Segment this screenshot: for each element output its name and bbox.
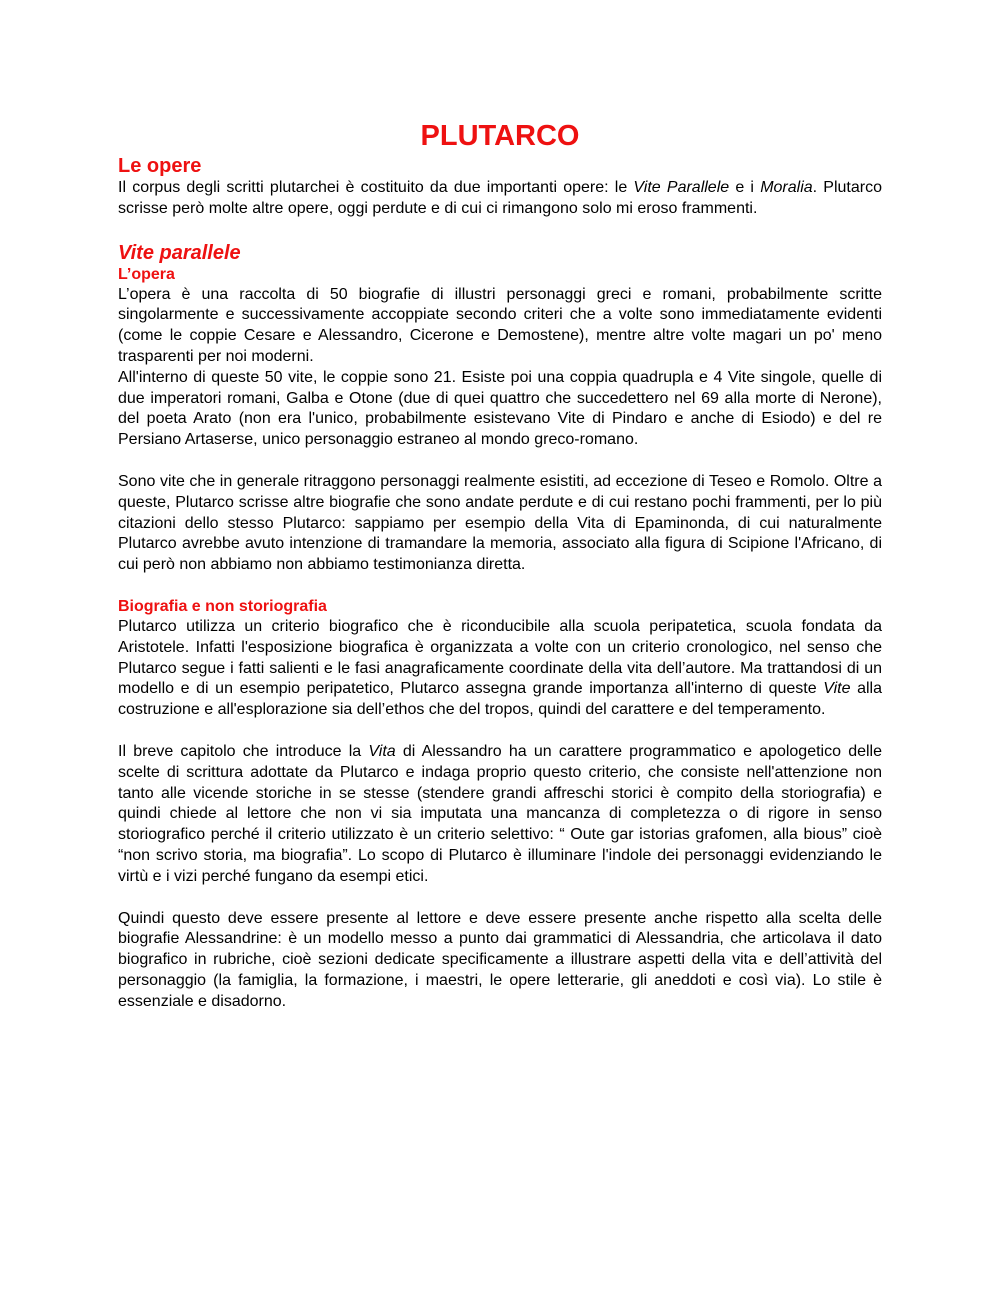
paragraph-biografia-1 — [118, 617, 882, 721]
spacer — [118, 888, 882, 909]
section-heading-vite-parallele: Vite parallele — [118, 241, 241, 264]
text-run: . Plutarco scrisse però molte altre opere, oggi perdute e di cui ci rimangono solo mi eroso frammenti. — [118, 179, 882, 217]
spacer — [118, 220, 882, 241]
paragraph-opere — [118, 178, 882, 220]
text-run: Plutarco utilizza un criterio biografico che è riconducibile alla scuola peripatetica, scuola fondata da Aristotele. Infatti l'esposizione biografica è organizzata a volte con un criterio cronologico, nel senso che Plutarco segue i fatti salienti e le fasi anagraficamente coordinate della vita dell’autore. Ma trattandosi di un modello e di un esempio peripatetico, Plutarco assegna grande importanza all'interno di queste — [118, 617, 882, 698]
paragraph-biografia-3: Quindi questo deve essere presente al lettore e deve essere presente anche rispetto alla scelta delle biografie Alessandrine: è un modello messo a punto dai grammatici di Alessandria, che articolava il dato biografico in rubriche, cioè sezioni dedicate specificamente a illustrare aspetti della vita e dell’attività del personaggio (la famiglia, la formazione, i maestri, le opere letterarie, gli aneddoti e così via). Lo stile è essenziale e disadorno. — [118, 909, 882, 1010]
text-run: Il corpus degli scritti plutarchei è costituito da due importanti opere: le — [118, 179, 634, 196]
document-title: PLUTARCO — [420, 120, 580, 152]
text-run: di Alessandro ha un carattere programmatico e apologetico delle scelte di scrittura adottate da Plutarco e indaga proprio questo criterio, che consiste nell'attenzione non tanto alle vicende storiche in se stesse (stendere grandi affreschi storici è compito della storiografia) e quindi chiede al lettore che non vi sia imputata una mancanza di completezza o di rigore in senso storiografico perché il criterio utilizzato è un criterio selettivo: “ Oute gar istorias grafomen, alla bious” cioè “non scrivo storia, ma biografia”. Lo scopo di Plutarco è illuminare l'indole dei personaggi evidenziando le virtù e i vizi perché fungano da esempi etici. — [118, 742, 882, 885]
italic-run: Vite Parallele — [633, 179, 730, 196]
section-heading-opere: Le opere — [118, 155, 202, 177]
paragraph-biografia-2 — [118, 742, 882, 888]
spacer — [118, 576, 882, 597]
italic-run: Vite — [823, 680, 851, 698]
paragraph-vite-1: L’opera è una raccolta di 50 biografie di illustri personaggi greci e romani, probabilmente scritte singolarmente e successivamente accoppiate secondo criteri che a volte sono immediatamente evidenti (come le coppie Cesare e Alessandro, Cicerone e Demostene), mentre altre volte magari un po' meno trasparenti per noi moderni. — [118, 285, 882, 365]
text-run: Il breve capitolo che introduce la — [118, 742, 369, 760]
subheading-opera: L’opera — [118, 265, 175, 283]
italic-run: Vita — [368, 742, 396, 760]
spacer — [118, 721, 882, 742]
text-run: e i — [729, 179, 761, 196]
italic-run: Moralia — [760, 179, 813, 196]
document-page — [118, 118, 882, 1013]
paragraph-vite-2: All'interno di queste 50 vite, le coppie sono 21. Esiste poi una coppia quadrupla e 4 Vite singole, quelle di due imperatori romani, Galba e Otone (due di quei quattro che succedettero nel 69 alla morte di Nerone), del poeta Arato (non era l'unico, probabilmente esistevano Vite di Pindaro e anche di Esiodo) e del re Persiano Artaserse, unico personaggio estraneo al mondo greco-romano. — [118, 368, 882, 449]
text-run: alla costruzione e all'esplorazione sia dell’ethos che del tropos, quindi del carattere e del temperamento. — [118, 680, 882, 719]
subheading-biografia: Biografia e non storiografia — [118, 597, 327, 615]
spacer — [118, 451, 882, 472]
paragraph-vite-3: Sono vite che in generale ritraggono personaggi realmente esistiti, ad eccezione di Teseo e Romolo. Oltre a queste, Plutarco scrisse altre biografie che sono andate perdute e di cui restano pochi frammenti, per lo più citazioni dello stesso Plutarco: sappiamo per esempio della Vita di Epaminonda, di cui naturalmente Plutarco avrebbe avuto intenzione di tramandare la memoria, associato alla figura di Scipione l'Africano, di cui però non abbiamo non abbiamo testimonianza diretta. — [118, 472, 882, 574]
